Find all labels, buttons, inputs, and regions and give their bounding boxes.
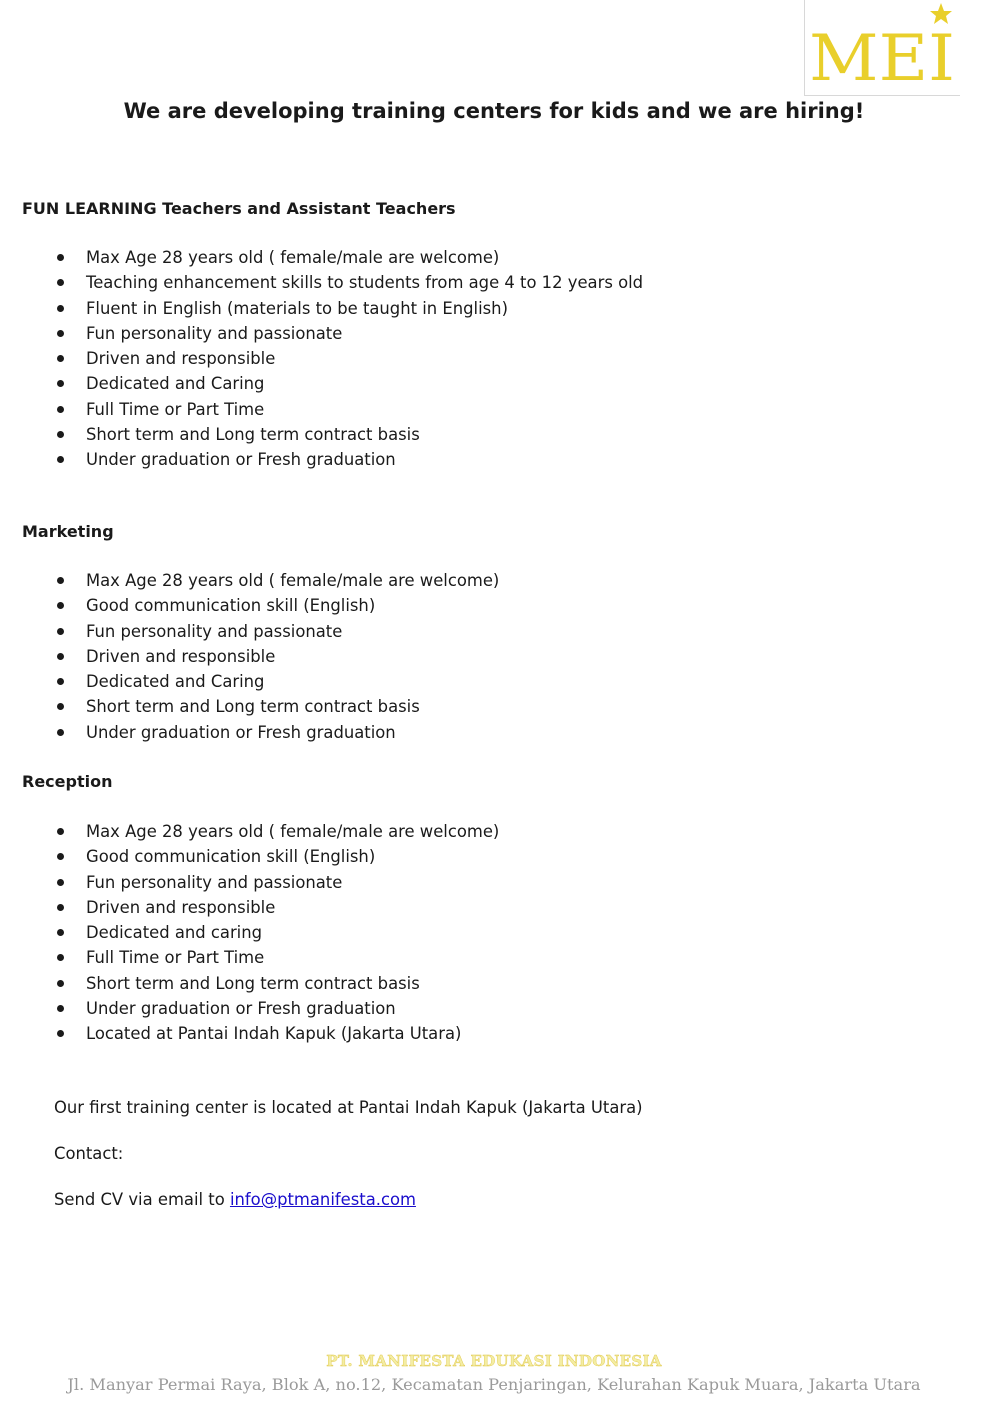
bullet-icon	[57, 602, 64, 609]
list-item: Short term and Long term contract basis	[0, 694, 900, 719]
company-logo	[804, 0, 960, 96]
footer-company-name: PT. MANIFESTA EDUKASI INDONESIA	[326, 1352, 662, 1370]
bullet-icon	[57, 456, 64, 463]
marketing-requirements-list	[0, 568, 900, 745]
section-title-reception: Reception	[22, 772, 113, 791]
section-title-fun-learning: FUN LEARNING Teachers and Assistant Teachers	[22, 199, 456, 218]
list-item: Dedicated and Caring	[0, 669, 900, 694]
logo-text: MEI	[809, 22, 955, 96]
bullet-icon	[57, 330, 64, 337]
list-item: Under graduation or Fresh graduation	[0, 996, 900, 1021]
bullet-icon	[57, 703, 64, 710]
bullet-icon	[57, 628, 64, 635]
bullet-icon	[57, 355, 64, 362]
fun-learning-requirements-list	[0, 245, 900, 473]
bullet-icon	[57, 980, 64, 987]
page-headline: We are developing training centers for kids and we are hiring!	[123, 99, 865, 123]
reception-requirements-list	[0, 819, 900, 1047]
list-item: Good communication skill (English)	[0, 844, 900, 869]
bullet-icon	[57, 1030, 64, 1037]
list-item: Full Time or Part Time	[0, 397, 900, 422]
logo-graphic	[805, 0, 961, 96]
contact-label: Contact:	[54, 1144, 124, 1163]
bullet-icon	[57, 879, 64, 886]
list-item: Max Age 28 years old ( female/male are welcome)	[0, 245, 900, 270]
list-item: Under graduation or Fresh graduation	[0, 720, 900, 745]
bullet-icon	[57, 254, 64, 261]
list-item: Dedicated and caring	[0, 920, 900, 945]
list-item: Driven and responsible	[0, 895, 900, 920]
location-note: Our first training center is located at Pantai Indah Kapuk (Jakarta Utara)	[54, 1098, 643, 1117]
email-link[interactable]: info@ptmanifesta.com	[229, 1190, 416, 1209]
bullet-icon	[57, 653, 64, 660]
list-item: Teaching enhancement skills to students from age 4 to 12 years old	[0, 270, 900, 295]
bullet-icon	[57, 279, 64, 286]
bullet-icon	[57, 853, 64, 860]
bullet-icon	[57, 828, 64, 835]
list-item: Max Age 28 years old ( female/male are welcome)	[0, 568, 900, 593]
footer-address: Jl. Manyar Permai Raya, Blok A, no.12, Kecamatan Penjaringan, Kelurahan Kapuk Muara, Jakarta Utara	[67, 1375, 921, 1394]
list-item: Fluent in English (materials to be taught in English)	[0, 296, 900, 321]
bullet-icon	[57, 380, 64, 387]
bullet-icon	[57, 929, 64, 936]
list-item: Driven and responsible	[0, 644, 900, 669]
bullet-icon	[57, 406, 64, 413]
send-cv-line	[54, 1188, 416, 1212]
list-item: Max Age 28 years old ( female/male are welcome)	[0, 819, 900, 844]
list-item: Dedicated and Caring	[0, 371, 900, 396]
list-item: Short term and Long term contract basis	[0, 422, 900, 447]
list-item: Located at Pantai Indah Kapuk (Jakarta Utara)	[0, 1021, 900, 1046]
list-item: Short term and Long term contract basis	[0, 971, 900, 996]
bullet-icon	[57, 577, 64, 584]
list-item: Under graduation or Fresh graduation	[0, 447, 900, 472]
bullet-icon	[57, 431, 64, 438]
bullet-icon	[57, 729, 64, 736]
list-item: Driven and responsible	[0, 346, 900, 371]
bullet-icon	[57, 305, 64, 312]
send-cv-text: Send CV via email to	[54, 1190, 230, 1209]
bullet-icon	[57, 1005, 64, 1012]
list-item: Fun personality and passionate	[0, 321, 900, 346]
star-icon	[930, 3, 952, 24]
list-item: Fun personality and passionate	[0, 619, 900, 644]
bullet-icon	[57, 904, 64, 911]
list-item: Fun personality and passionate	[0, 870, 900, 895]
bullet-icon	[57, 954, 64, 961]
bullet-icon	[57, 678, 64, 685]
section-title-marketing: Marketing	[22, 522, 114, 541]
list-item: Full Time or Part Time	[0, 945, 900, 970]
list-item: Good communication skill (English)	[0, 593, 900, 618]
